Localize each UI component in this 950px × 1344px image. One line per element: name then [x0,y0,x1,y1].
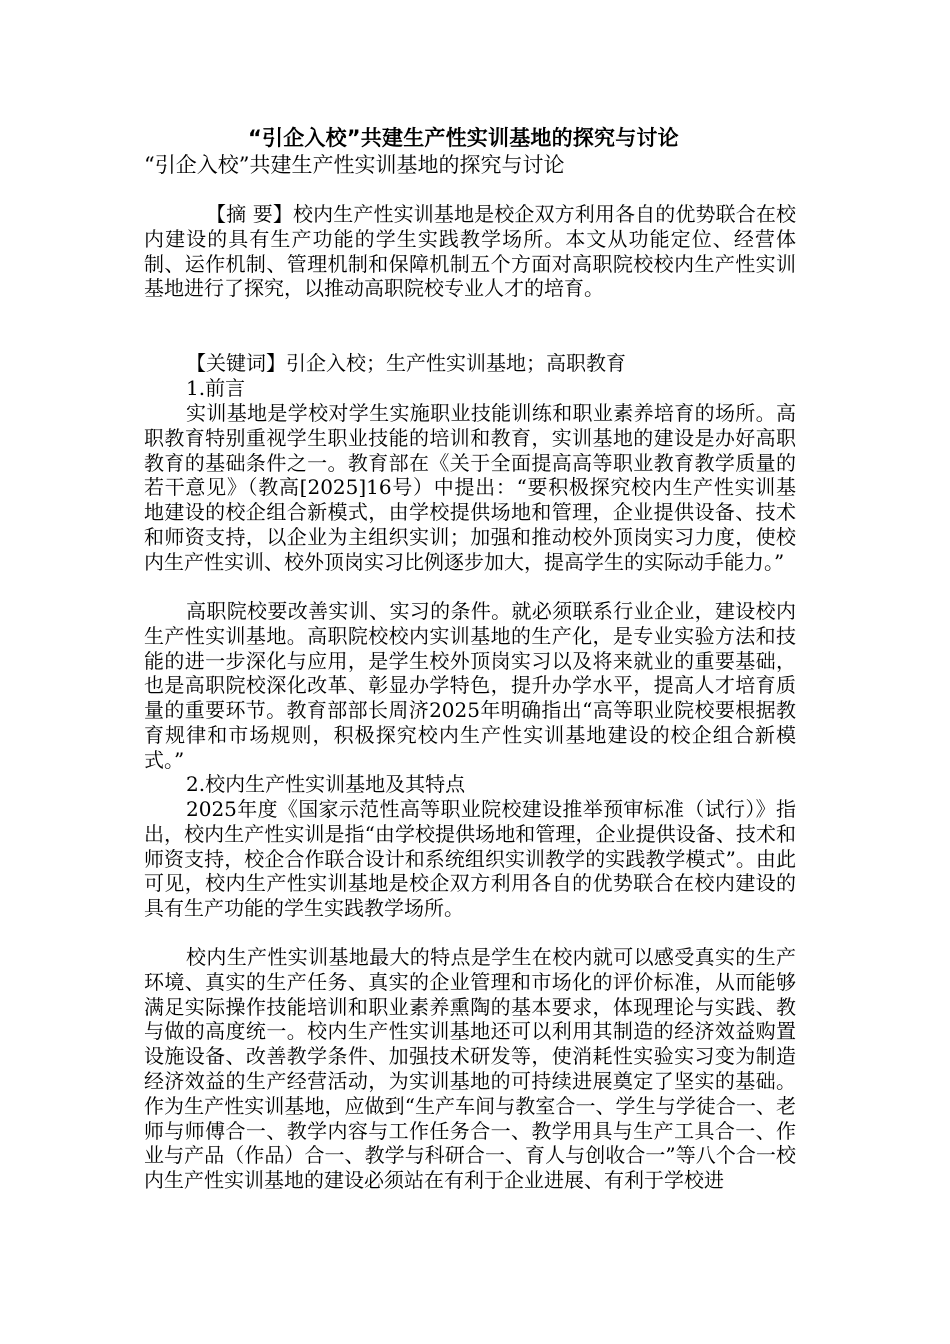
abstract-paragraph: 【摘 要】校内生产性实训基地是校企双方利用各自的优势联合在校内建设的具有生产功能的学生实践教学场所。本文从功能定位、经营体制、运作机制、管理机制和保障机制五个方面对高职院校校内生产性实训基地进行了探究，以推动高职院校专业人才的培育。 [144,202,796,301]
section1-paragraph-2: 高职院校要改善实训、实习的条件。就必须联系行业企业，建设校内生产性实训基地。高职院校校内实训基地的生产化，是专业实验方法和技能的进一步深化与应用，是学生校外顶岗实习以及将来就业的重要基础，也是高职院校深化改革、彰显办学特色，提升办学水平，提高人才培育质量的重要环节。教育部部长周济2025年明确指出“高等职业院校要根据教育规律和市场规则，积极探究校内生产性实训基地建设的校企组合新模式。” [144,599,796,772]
document-title-plain: “引企入校”共建生产性实训基地的探究与讨论 [144,153,565,177]
section2-paragraph-1: 2025年度《国家示范性高等职业院校建设推举预审标准（试行）》指出，校内生产性实训是指“由学校提供场地和管理，企业提供设备、技术和师资支持，校企合作联合设计和系统组织实训教学的实践教学模式”。由此可见，校内生产性实训基地是校企双方利用各自的优势联合在校内建设的具有生产功能的学生实践教学场所。 [144,797,796,921]
document-title-bold: “引企入校”共建生产性实训基地的探究与讨论 [248,126,679,150]
section1-paragraph-1: 实训基地是学校对学生实施职业技能训练和职业素养培育的场所。高职教育特别重视学生职业技能的培训和教育，实训基地的建设是办好高职教育的基础条件之一。教育部在《关于全面提高高等职业教育教学质量的若干意见》（教高[2025]16号）中提出：“要积极探究校内生产性实训基地建设的校企组合新模式，由学校提供场地和管理，企业提供设备、技术和师资支持，以企业为主组织实训；加强和推动校外顶岗实习力度，使校内生产性实训、校外顶岗实习比例逐步加大，提高学生的实际动手能力。” [144,401,796,574]
section1-heading: 1.前言 [186,376,246,400]
section2-heading: 2.校内生产性实训基地及其特点 [186,772,466,796]
section2-paragraph-2: 校内生产性实训基地最大的特点是学生在校内就可以感受真实的生产环境、真实的生产任务、真实的企业管理和市场化的评价标准，从而能够满足实际操作技能培训和职业素养熏陶的基本要求，体现理论与实践、教与做的高度统一。校内生产性实训基地还可以利用其制造的经济效益购置设施设备、改善教学条件、加强技术研发等，使消耗性实验实习变为制造经济效益的生产经营活动，为实训基地的可持续进展奠定了坚实的基础。作为生产性实训基地，应做到“生产车间与教室合一、学生与学徒合一、老师与师傅合一、教学内容与工作任务合一、教学用具与生产工具合一、作业与产品（作品）合一、教学与科研合一、育人与创收合一”等八个合一校内生产性实训基地的建设必须站在有利于企业进展、有利于学校进 [144,945,796,1193]
keywords-line: 【关键词】引企入校；生产性实训基地；高职教育 [186,351,626,375]
